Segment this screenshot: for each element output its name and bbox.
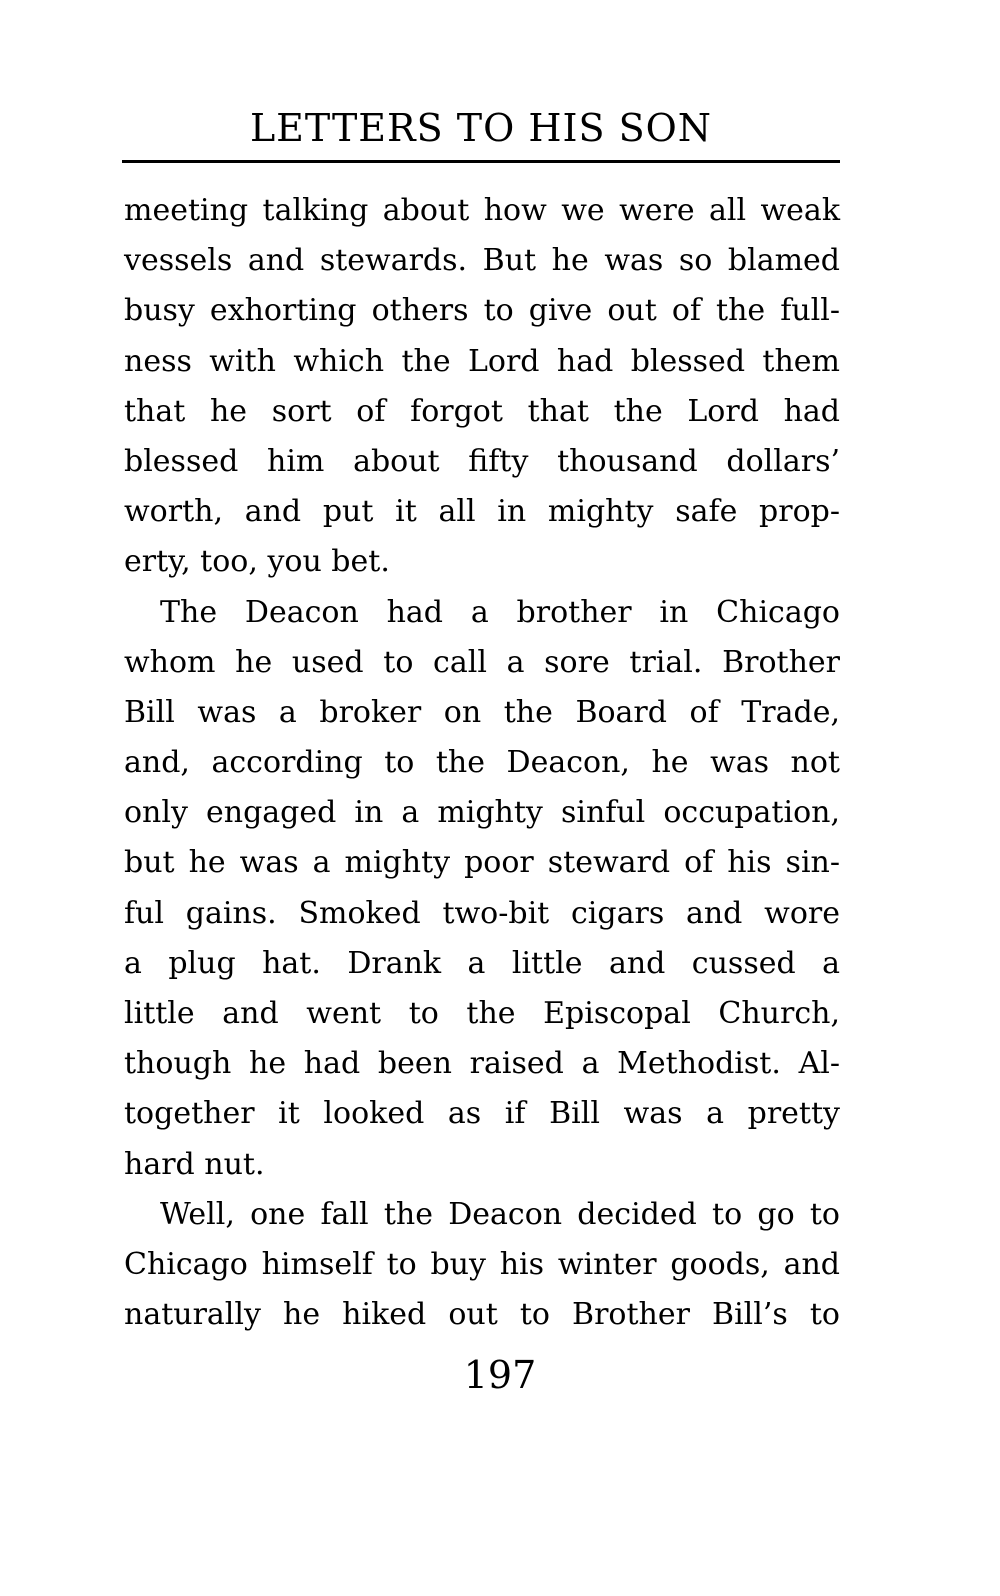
text-line: ness with which the Lord had blessed them bbox=[124, 343, 840, 379]
text-line: The Deacon had a brother in Chicago bbox=[160, 594, 840, 630]
text-line: together it looked as if Bill was a pretty bbox=[124, 1096, 840, 1132]
text-line: hard nut. bbox=[124, 1146, 265, 1182]
text-line: blessed him about fifty thousand dollars’ bbox=[124, 443, 840, 479]
text-line: worth, and put it all in mighty safe prop- bbox=[124, 494, 840, 530]
text-line: only engaged in a mighty sinful occupation, bbox=[124, 795, 840, 831]
text-line: ful gains. Smoked two-bit cigars and wore bbox=[124, 895, 840, 931]
text-line: a plug hat. Drank a little and cussed a bbox=[124, 945, 840, 981]
header-rule bbox=[122, 160, 840, 163]
text-line: busy exhorting others to give out of the full- bbox=[124, 293, 840, 329]
text-line: meeting talking about how we were all weak bbox=[124, 193, 840, 228]
page-number: 197 bbox=[463, 1353, 537, 1397]
text-line: vessels and stewards. But he was so blamed bbox=[124, 243, 840, 279]
running-head: LETTERS TO HIS SON bbox=[249, 106, 713, 150]
text-line: naturally he hiked out to Brother Bill’s to bbox=[124, 1297, 840, 1333]
body-text bbox=[124, 186, 840, 1340]
text-line: Well, one fall the Deacon decided to go to bbox=[160, 1196, 840, 1232]
text-line: but he was a mighty poor steward of his sin- bbox=[124, 845, 840, 881]
text-line: little and went to the Episcopal Church, bbox=[124, 996, 840, 1031]
text-line: though he had been raised a Methodist. Al- bbox=[124, 1046, 840, 1082]
text-line: erty, too, you bet. bbox=[124, 544, 390, 580]
text-line: and, according to the Deacon, he was not bbox=[124, 745, 840, 781]
text-line: Chicago himself to buy his winter goods, and bbox=[124, 1246, 840, 1282]
text-line: that he sort of forgot that the Lord had bbox=[124, 393, 840, 429]
text-line: Bill was a broker on the Board of Trade, bbox=[124, 694, 840, 730]
text-line: whom he used to call a sore trial. Brother bbox=[124, 644, 840, 680]
